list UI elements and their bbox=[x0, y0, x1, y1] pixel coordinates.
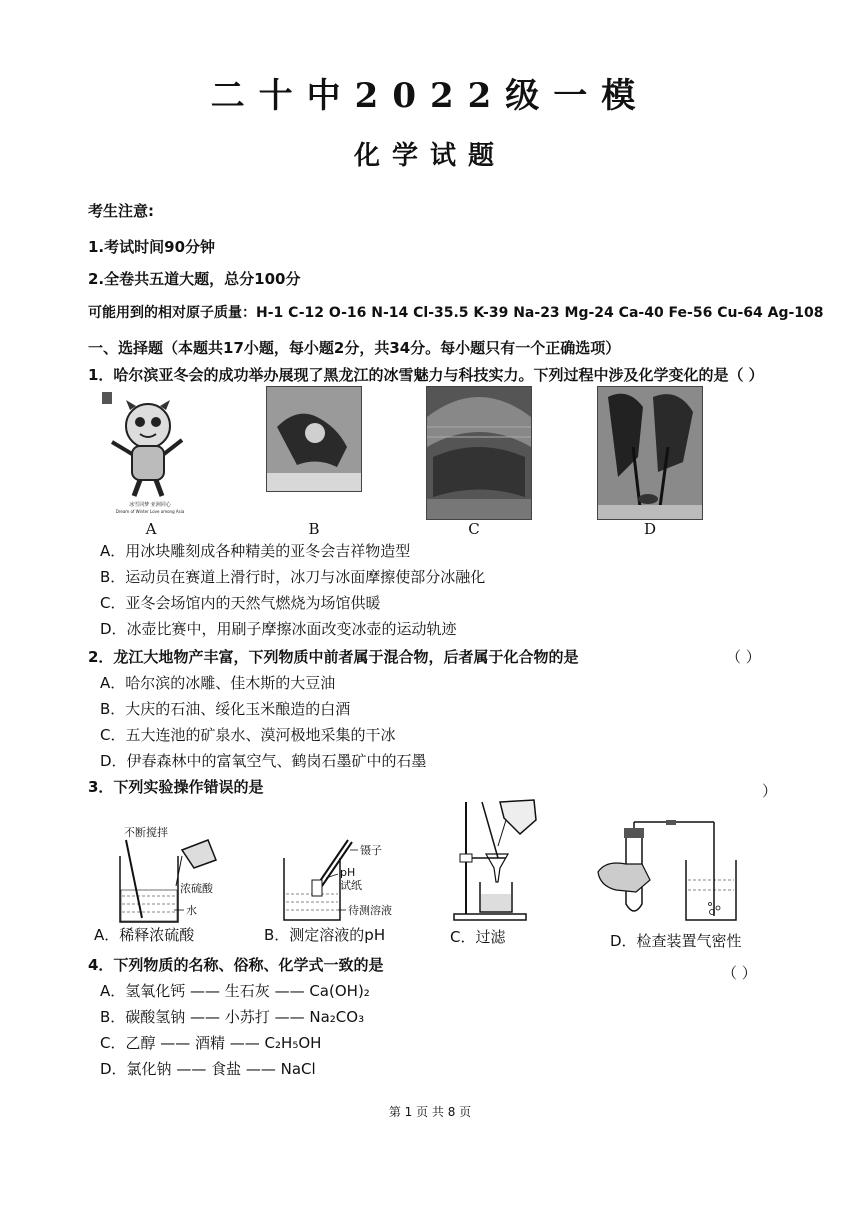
label-ph-paper-1: pH bbox=[340, 866, 356, 879]
q3-caption-c: C．过滤 bbox=[450, 928, 506, 946]
q4-option-d: D．氯化钠 —— 食盐 —— NaCl bbox=[100, 1060, 316, 1078]
diagram-dilution bbox=[104, 826, 234, 926]
image-label-c: C bbox=[468, 520, 480, 538]
question-4-paren: （ ） bbox=[722, 964, 757, 982]
label-solution: 待测溶液 bbox=[348, 904, 392, 917]
label-ph-paper-2: 试纸 bbox=[340, 879, 362, 892]
q3-caption-b: B．测定溶液的pH bbox=[264, 926, 386, 944]
notice-item-2: 2.全卷共五道大题，总分100分 bbox=[88, 270, 301, 288]
question-1-stem: 1．哈尔滨亚冬会的成功举办展现了黑龙江的冰雪魅力与科技实力。下列过程中涉及化学变化的是（ ） bbox=[88, 366, 764, 384]
question-2-stem: 2．龙江大地物产丰富，下列物质中前者属于混合物，后者属于化合物的是 bbox=[88, 648, 579, 666]
diagram-ph-test bbox=[276, 836, 426, 926]
label-stir: 不断搅拌 bbox=[124, 826, 168, 839]
notice-heading: 考生注意: bbox=[88, 202, 154, 220]
q2-option-b: B．大庆的石油、绥化玉米酿造的白酒 bbox=[100, 700, 351, 718]
question-3-paren: ） bbox=[762, 782, 778, 800]
q3-caption-a: A．稀释浓硫酸 bbox=[94, 926, 195, 944]
label-water: 水 bbox=[186, 904, 197, 917]
q1-option-a: A．用冰块雕刻成各种精美的亚冬会吉祥物造型 bbox=[100, 542, 411, 560]
q1-option-d: D．冰壶比赛中，用刷子摩擦冰面改变冰壶的运动轨迹 bbox=[100, 620, 457, 638]
image-label-a: A bbox=[145, 520, 157, 538]
diagram-airtightness bbox=[596, 820, 746, 930]
mascot-caption-en: Dream of Winter Love among Asia bbox=[115, 509, 185, 514]
question-2-paren: （ ） bbox=[726, 648, 761, 666]
q2-option-d: D．伊春森林中的富氧空气、鹤岗石墨矿中的石墨 bbox=[100, 752, 427, 770]
page-subtitle: 化学试题 bbox=[353, 141, 506, 171]
q1-option-c: C．亚冬会场馆内的天然气燃烧为场馆供暖 bbox=[100, 594, 381, 612]
curling-photo bbox=[597, 386, 703, 520]
skating-photo bbox=[266, 386, 362, 492]
question-4-stem: 4．下列物质的名称、俗称、化学式一致的是 bbox=[88, 956, 384, 974]
section-heading: 一、选择题（本题共17小题，每小题2分，共34分。每小题只有一个正确选项） bbox=[88, 339, 621, 357]
q4-option-b: B．碳酸氢钠 —— 小苏打 —— Na₂CO₃ bbox=[100, 1008, 365, 1026]
label-acid: 浓硫酸 bbox=[180, 882, 213, 895]
q4-option-a: A．氢氧化钙 —— 生石灰 —— Ca(OH)₂ bbox=[100, 982, 370, 1000]
page-title: 二十中2022级一模 bbox=[210, 76, 650, 116]
image-label-d: D bbox=[643, 520, 657, 538]
notice-item-1: 1.考试时间90分钟 bbox=[88, 238, 216, 256]
question-3-stem: 3．下列实验操作错误的是 bbox=[88, 778, 264, 796]
mascot-image bbox=[100, 388, 200, 518]
label-tweezers: 镊子 bbox=[360, 844, 382, 857]
page-number: 第 1 页 共 8 页 bbox=[388, 1105, 472, 1119]
stadium-photo bbox=[426, 386, 532, 520]
atomic-masses: 可能用到的相对原子质量：H-1 C-12 O-16 N-14 Cl-35.5 K-39 Na-23 Mg-24 Ca-40 Fe-56 Cu-64 Ag-108 bbox=[88, 305, 824, 321]
image-label-b: B bbox=[308, 520, 320, 538]
q3-caption-d: D．检查装置气密性 bbox=[610, 932, 742, 950]
diagram-filtration bbox=[448, 798, 548, 922]
mascot-caption: 冰雪同梦 亚洲同心 bbox=[129, 502, 171, 508]
q1-option-b: B．运动员在赛道上滑行时，冰刀与冰面摩擦使部分冰融化 bbox=[100, 568, 486, 586]
q4-option-c: C．乙醇 —— 酒精 —— C₂H₅OH bbox=[100, 1034, 322, 1052]
q2-option-c: C．五大连池的矿泉水、漠河极地采集的干冰 bbox=[100, 726, 396, 744]
q2-option-a: A．哈尔滨的冰雕、佳木斯的大豆油 bbox=[100, 674, 336, 692]
